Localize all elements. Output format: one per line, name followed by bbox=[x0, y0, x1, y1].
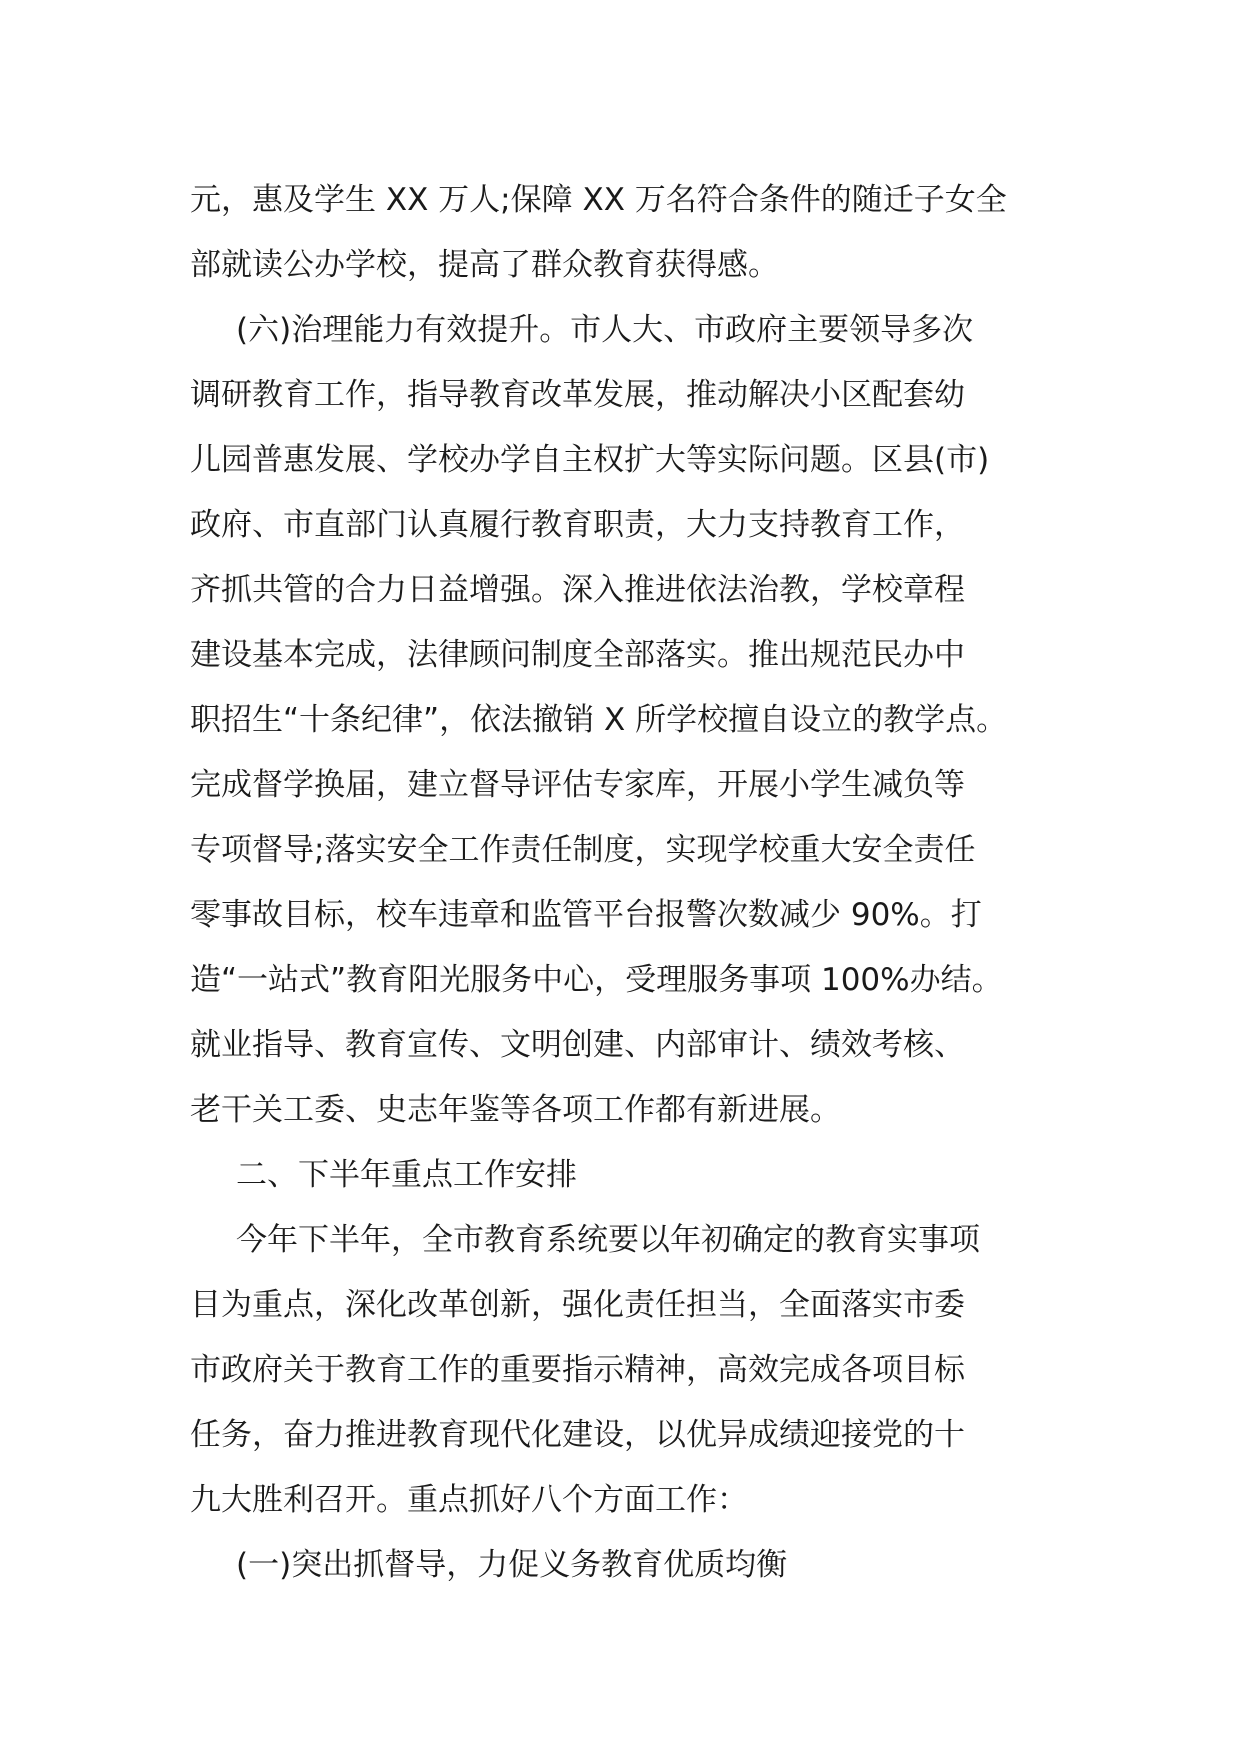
text-line: 完成督学换届，建立督导评估专家库，开展小学生减负等 bbox=[190, 767, 965, 803]
section-heading-1: (一)突出抓督导，力促义务教育优质均衡 bbox=[236, 1547, 788, 1583]
text-line: 职招生“十条纪律”，依法撤销 X 所学校擅自设立的教学点。 bbox=[190, 702, 1008, 738]
document-body bbox=[190, 168, 1070, 1598]
text-line: 儿园普惠发展、学校办学自主权扩大等实际问题。区县(市) bbox=[190, 442, 990, 478]
text-line: 任务，奋力推进教育现代化建设，以优异成绩迎接党的十 bbox=[190, 1417, 965, 1453]
text-line: 部就读公办学校，提高了群众教育获得感。 bbox=[190, 247, 779, 283]
text-line: 九大胜利召开。重点抓好八个方面工作： bbox=[190, 1482, 748, 1518]
chapter-heading: 二、下半年重点工作安排 bbox=[236, 1157, 577, 1193]
section-heading-6: (六)治理能力有效提升。市人大、市政府主要领导多次 bbox=[236, 312, 974, 348]
text-line: 市政府关于教育工作的重要指示精神，高效完成各项目标 bbox=[190, 1352, 965, 1388]
text-line: 政府、市直部门认真履行教育职责，大力支持教育工作， bbox=[190, 507, 965, 543]
text-line: 零事故目标，校车违章和监管平台报警次数减少 90%。打 bbox=[190, 897, 982, 933]
text-line: 专项督导;落实安全工作责任制度，实现学校重大安全责任 bbox=[190, 832, 976, 868]
text-line: 齐抓共管的合力日益增强。深入推进依法治教，学校章程 bbox=[190, 572, 965, 608]
text-line: 元，惠及学生 XX 万人;保障 XX 万名符合条件的随迁子女全 bbox=[190, 182, 1007, 218]
text-line: 建设基本完成，法律顾问制度全部落实。推出规范民办中 bbox=[190, 637, 965, 673]
text-line: 目为重点，深化改革创新，强化责任担当，全面落实市委 bbox=[190, 1287, 965, 1323]
text-line: 造“一站式”教育阳光服务中心，受理服务事项 100%办结。 bbox=[190, 962, 1003, 998]
text-line: 就业指导、教育宣传、文明创建、内部审计、绩效考核、 bbox=[190, 1027, 965, 1063]
text-line: 调研教育工作，指导教育改革发展，推动解决小区配套幼 bbox=[190, 377, 965, 413]
text-line: 老干关工委、史志年鉴等各项工作都有新进展。 bbox=[190, 1092, 841, 1128]
text-line: 今年下半年，全市教育系统要以年初确定的教育实事项 bbox=[236, 1222, 980, 1258]
